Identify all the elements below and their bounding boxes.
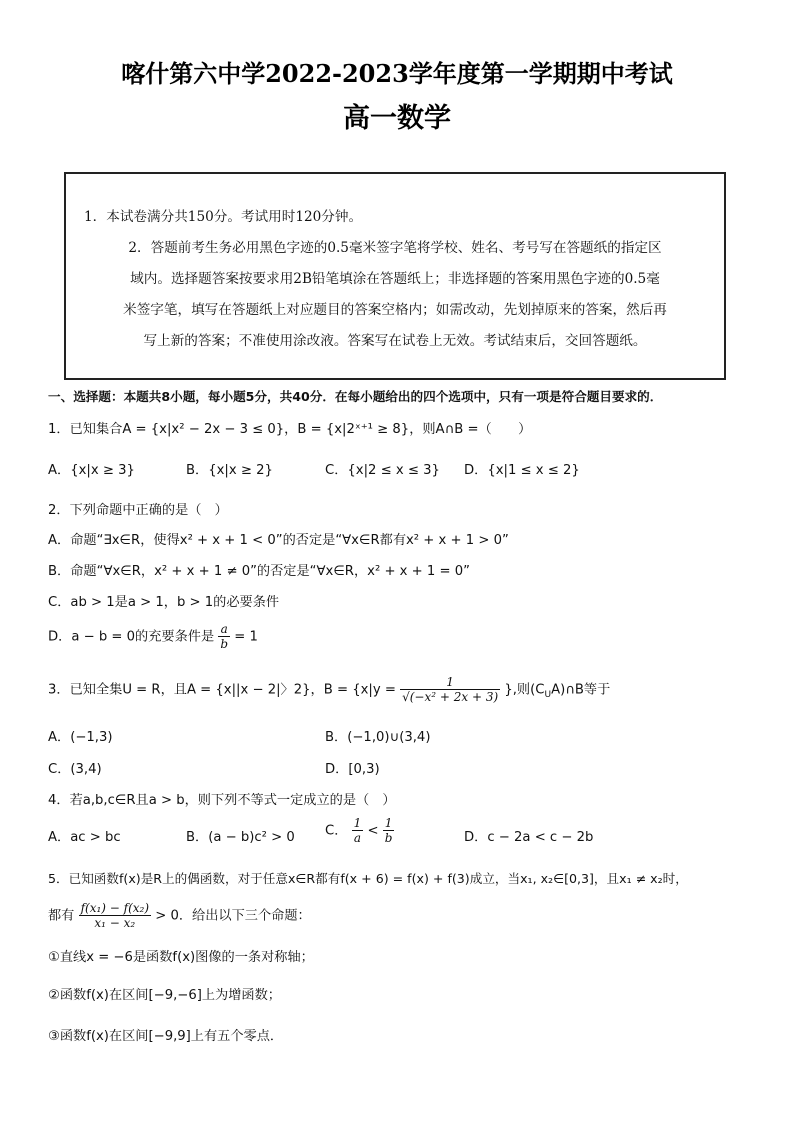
q3-frac-den: √(−x² + 2x + 3) [402, 690, 499, 704]
q2-d-fraction [218, 622, 230, 651]
notice-line-5: 写上新的答案；不准使用涂改液。答案写在试卷上无效。考试结束后，交回答题纸。 [143, 333, 647, 349]
q4-option-d: D．c − 2a < c − 2b [464, 830, 594, 845]
q1-option-a: A．{x|x ≥ 3} [48, 463, 135, 478]
notice-line-1: 1．本试卷满分共150分。考试用时120分钟。 [84, 209, 363, 225]
q5-fraction [79, 901, 151, 930]
q1-option-d: D．{x|1 ≤ x ≤ 2} [464, 463, 580, 478]
q3-option-a: A．(−1,3) [48, 730, 113, 745]
notice-line-2: 2．答题前考生务必用黑色字迹的0.5毫米签字笔将学校、姓名、考号写在答题纸的指定区 [128, 240, 662, 256]
q3-fraction [400, 675, 500, 704]
notice-box [64, 172, 726, 380]
q2-d-prefix: D．a − b = 0的充要条件是 [48, 629, 215, 645]
q2-d-den: b [220, 637, 229, 651]
q2-option-d [48, 622, 258, 651]
q3-stem-sub: U [544, 690, 552, 701]
q5-stem2-prefix: 都有 [48, 908, 75, 924]
q4-c-d2: b [384, 831, 393, 845]
q4-c-d1: a [353, 831, 361, 845]
q3-stem [48, 675, 610, 704]
q2-d-num: a [218, 622, 230, 637]
q4-stem: 4．若a,b,c∈R且a > b，则下列不等式一定成立的是（ ） [48, 793, 396, 808]
exam-subject: 高一数学 [343, 103, 451, 134]
q1-option-c: C．{x|2 ≤ x ≤ 3} [325, 463, 440, 478]
q5-frac-den: x₁ − x₂ [94, 916, 136, 930]
q3-option-b: B．(−1,0)∪(3,4) [325, 730, 431, 745]
q2-option-b: B．命题“∀x∈R，x² + x + 1 ≠ 0”的否定是“∀x∈R，x² + x + 1 = 0” [48, 564, 470, 579]
q2-option-c: C．ab > 1是a > 1，b > 1的必要条件 [48, 595, 280, 610]
q5-item-2: ②函数f(x)在区间[−9,−6]上为增函数； [48, 988, 281, 1003]
q2-stem: 2．下列命题中正确的是（ ） [48, 503, 228, 518]
q5-item-3: ③函数f(x)在区间[−9,9]上有五个零点． [48, 1029, 284, 1044]
q5-stem-2 [48, 901, 311, 930]
q4-c-prefix: C． [325, 823, 348, 839]
q4-c-frac2 [383, 816, 395, 845]
q2-option-a: A．命题“∃x∈R，使得x² + x + 1 < 0”的否定是“∀x∈R都有x² + x + 1 > 0” [48, 533, 509, 548]
q4-c-frac1 [352, 816, 364, 845]
notice-line-4: 米签字笔，填写在答题纸上对应题目的答案空格内；如需改动，先划掉原来的答案，然后再 [123, 302, 667, 318]
q1-stem: 1．已知集合A = {x|x² − 2x − 3 ≤ 0}，B = {x|2ˣ⁺¹ ≥ 8}，则A∩B =（ ） [48, 422, 532, 437]
q2-d-suffix: = 1 [234, 629, 258, 645]
q5-stem2-suffix: > 0．给出以下三个命题： [155, 908, 311, 924]
section-heading: 一、选择题：本题共8小题，每小题5分，共40分．在每小题给出的四个选项中，只有一项是符合题目要求的． [48, 389, 663, 404]
q5-item-1: ①直线x = −6是函数f(x)图像的一条对称轴； [48, 950, 314, 965]
q4-c-lt: < [367, 823, 379, 839]
q4-option-c [325, 816, 394, 845]
q3-stem-c: A)∩B等于 [551, 682, 611, 698]
q5-stem-1: 5．已知函数f(x)是R上的偶函数，对于任意x∈R都有f(x + 6) = f(x) + f(3)成立，当x₁, x₂∈[0,3]，且x₁ ≠ x₂时， [48, 871, 688, 886]
q3-option-c: C．(3,4) [48, 762, 102, 777]
q4-option-b: B．(a − b)c² > 0 [186, 830, 295, 845]
exam-title: 喀什第六中学2022-2023学年度第一学期期中考试 [121, 59, 673, 88]
q4-c-n1: 1 [353, 816, 362, 830]
q3-option-d: D．[0,3) [325, 762, 380, 777]
q4-option-a: A．ac > bc [48, 830, 121, 845]
notice-line-3: 域内。选择题答案按要求用2B铅笔填涂在答题纸上；非选择题的答案用黑色字迹的0.5毫 [130, 271, 660, 287]
q3-stem-a: 3．已知全集U = R，且A = {x||x − 2|〉2}，B = {x|y = [48, 682, 396, 698]
q3-frac-num: 1 [400, 675, 500, 690]
q4-c-n2: 1 [383, 816, 395, 831]
q5-frac-num: f(x₁) − f(x₂) [80, 901, 150, 915]
q1-option-b: B．{x|x ≥ 2} [186, 463, 273, 478]
q3-stem-b: },则(C [504, 682, 545, 698]
